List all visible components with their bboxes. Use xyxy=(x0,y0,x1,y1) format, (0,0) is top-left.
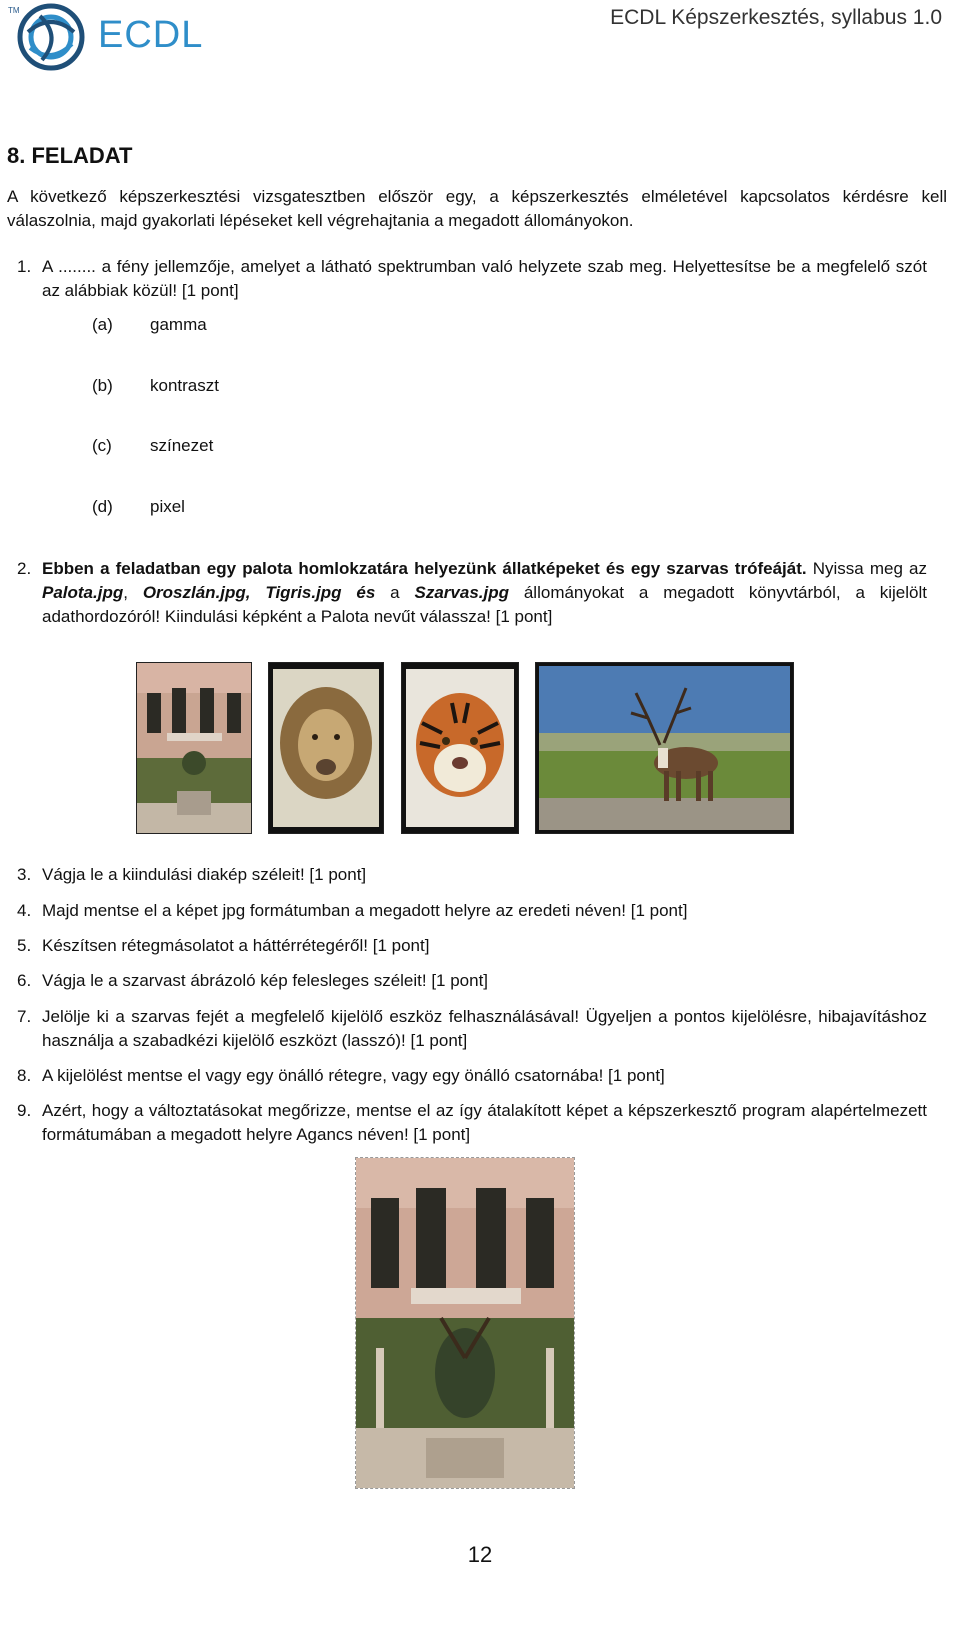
step-number: 3. xyxy=(17,865,32,884)
step-text: Jelölje ki a szarvas fejét a megfelelő kijelölő eszköz felhasználásával! Ügyeljen a pontos kijelölésre, hibajavításhoz használja a szabadkézi kijelölő eszközt (lasszó)! [1 pont] xyxy=(42,1007,927,1050)
section-intro: A következő képszerkesztési vizsgatesztben először egy, a képszerkesztés elméletével kapcsolatos kérdésre kell válaszolnia, majd gyakorlati lépéseket kell végrehajtania a megadott állományokon. xyxy=(7,187,947,230)
logo-wordmark: ECDL xyxy=(98,14,204,56)
option-d xyxy=(92,497,185,517)
question-1 xyxy=(17,255,927,303)
step-7 xyxy=(17,1005,927,1053)
document-title: ECDL Képszerkesztés, syllabus 1.0 xyxy=(610,6,942,29)
question-text: A ........ a fény jellemzője, amelyet a látható spektrumban való helyzete szab meg. Helyettesítse be a megfelelő szót az alábbiak közül! [1 pont] xyxy=(42,257,927,300)
option-text: kontraszt xyxy=(150,376,219,395)
step-number: 9. xyxy=(17,1101,32,1120)
page-header xyxy=(0,0,960,80)
deer-image xyxy=(535,662,794,834)
filename-szarvas: Szarvas.jpg xyxy=(414,583,509,602)
step-9 xyxy=(17,1099,927,1147)
option-text: gamma xyxy=(150,315,207,334)
step-text: Majd mentse el a képet jpg formátumban a megadott helyre az eredeti néven! [1 pont] xyxy=(42,901,688,920)
question-text xyxy=(42,557,927,629)
lion-illustration xyxy=(269,663,383,833)
option-label: (c) xyxy=(92,436,112,455)
step-8 xyxy=(17,1064,927,1088)
lion-image xyxy=(268,662,384,834)
option-label: (a) xyxy=(92,315,113,334)
option-text: pixel xyxy=(150,497,185,516)
option-label: (d) xyxy=(92,497,113,516)
tiger-image xyxy=(401,662,519,834)
step-4 xyxy=(17,899,927,923)
filenames-oroszlan-tigris: Oroszlán.jpg, Tigris.jpg és xyxy=(142,583,376,602)
text-run: állományokat a megadott könyvtárból, a kijelölt adathordozóról! Kiindulási képként a Palota nevűt válassza! [1 pont] xyxy=(42,583,927,626)
step-5 xyxy=(17,934,927,958)
option-text: színezet xyxy=(150,436,214,455)
step-6 xyxy=(17,969,927,993)
question-number: 1. xyxy=(17,257,32,276)
edited-palace-illustration xyxy=(356,1158,574,1488)
option-b xyxy=(92,376,219,396)
filename-palota: Palota.jpg xyxy=(42,583,124,602)
trademark-mark: TM xyxy=(8,6,20,15)
step-3 xyxy=(17,863,927,887)
ecdl-logo xyxy=(8,2,208,72)
section-title: 8. FELADAT xyxy=(7,143,133,168)
step-text: Azért, hogy a változtatásokat megőrizze, mentse el az így átalakított képet a képszerkesztő program alapértelmezett formátumában a megadott helyre Agancs néven! [1 pont] xyxy=(42,1101,927,1144)
step-number: 5. xyxy=(17,936,32,955)
step-text: Vágja le a szarvast ábrázoló kép felesleges széleit! [1 pont] xyxy=(42,971,489,990)
task-intro-bold: Ebben a feladatban egy palota homlokzatára helyezünk állatképeket és egy szarvas trófeáját. xyxy=(42,559,807,578)
step-number: 8. xyxy=(17,1066,32,1085)
step-number: 6. xyxy=(17,971,32,990)
palace-image xyxy=(136,662,252,834)
edited-palace-image xyxy=(355,1157,575,1489)
text-run: , xyxy=(123,583,143,602)
deer-illustration xyxy=(536,663,793,833)
option-a xyxy=(92,315,207,335)
question-2 xyxy=(17,557,927,629)
tiger-illustration xyxy=(402,663,518,833)
option-label: (b) xyxy=(92,376,113,395)
step-number: 7. xyxy=(17,1007,32,1026)
question-number: 2. xyxy=(17,559,32,578)
step-number: 4. xyxy=(17,901,32,920)
step-text: Vágja le a kiindulási diakép széleit! [1 pont] xyxy=(42,865,367,884)
text-run: Nyissa meg az xyxy=(806,559,928,578)
option-c xyxy=(92,436,213,456)
step-text: Készítsen rétegmásolatot a háttérrétegéről! [1 pont] xyxy=(42,936,430,955)
page-number: 12 xyxy=(467,1542,493,1567)
ecdl-globe-icon xyxy=(16,2,86,72)
step-text: A kijelölést mentse el vagy egy önálló rétegre, vagy egy önálló csatornába! [1 pont] xyxy=(42,1066,665,1085)
palace-illustration xyxy=(137,663,251,833)
text-run: a xyxy=(375,583,415,602)
